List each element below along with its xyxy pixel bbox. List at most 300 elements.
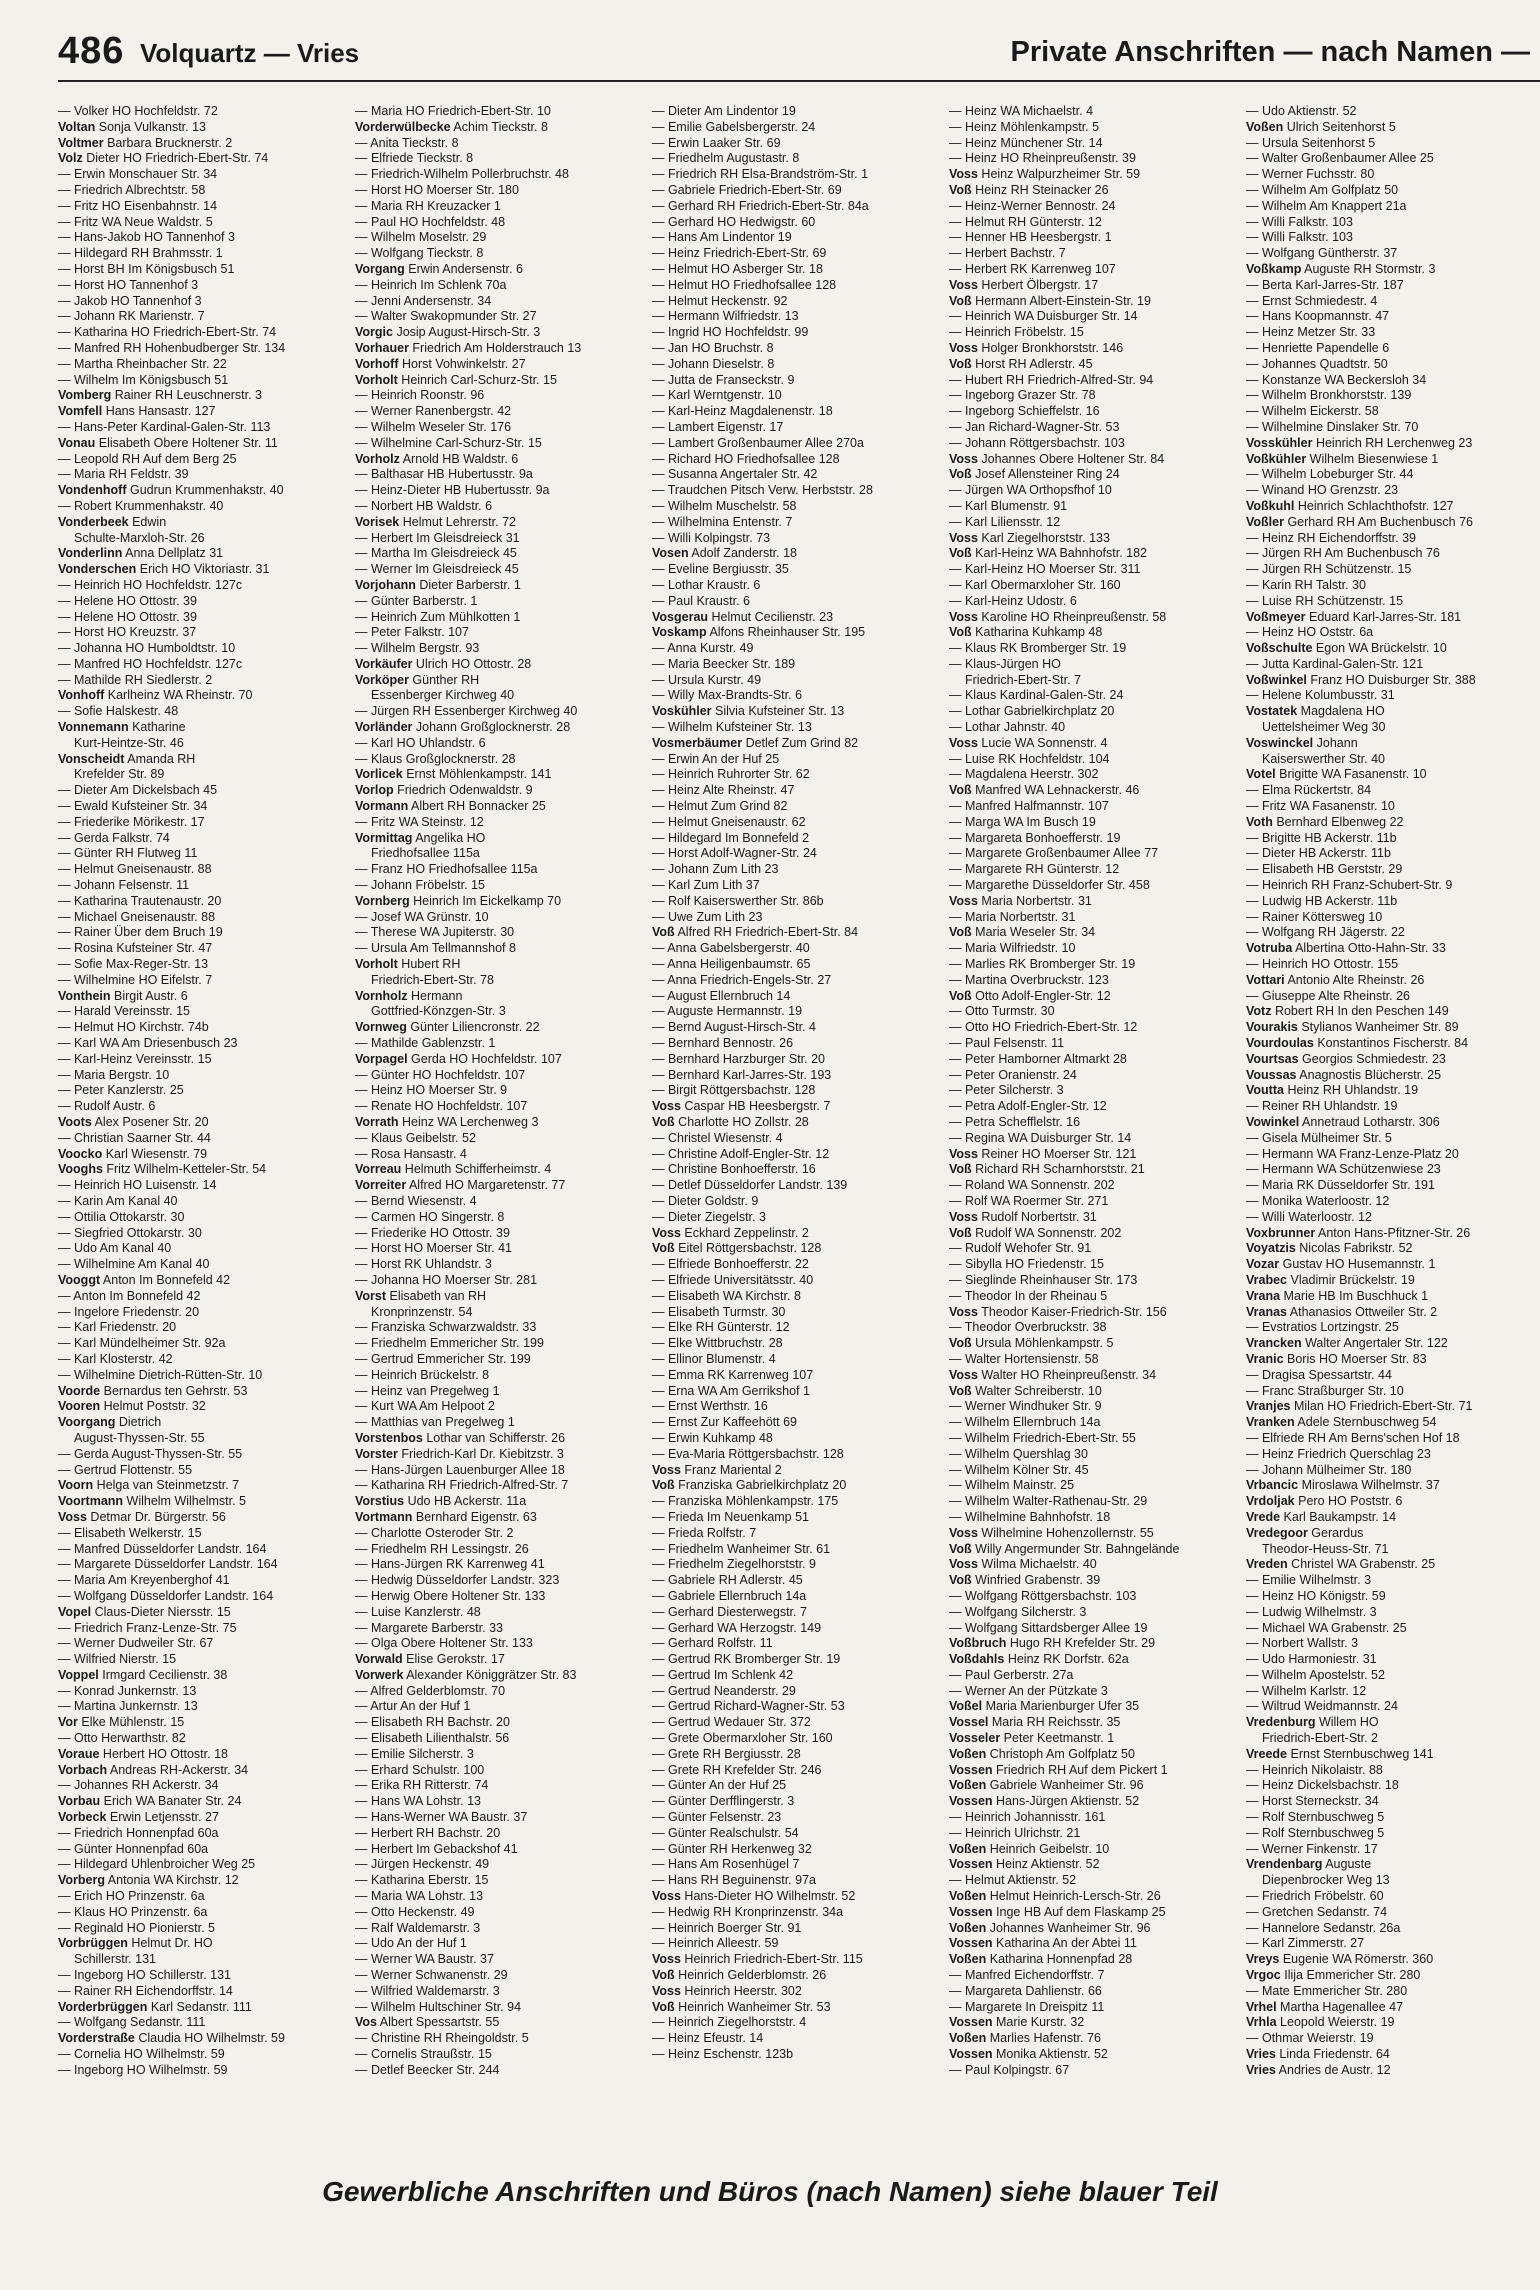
directory-entry: — Dieter Ziegelstr. 3 — [652, 1209, 766, 1224]
directory-entry: — Gertrud Richard-Wagner-Str. 53 — [652, 1699, 845, 1714]
directory-entry: Voß Winfried Grabenstr. 39 — [949, 1573, 1101, 1588]
directory-entry: Vourdoulas Konstantinos Fischerstr. 84 — [1246, 1036, 1469, 1051]
directory-entry: Vorreau Helmuth Schifferheimstr. 4 — [355, 1162, 552, 1177]
directory-entry: — Wiltrud Weidmannstr. 24 — [1246, 1699, 1398, 1714]
directory-entry: — Gertrud Neanderstr. 29 — [652, 1683, 796, 1698]
directory-entry: — Hans RH Beguinenstr. 97a — [652, 1873, 816, 1888]
directory-entry: — Johann RK Marienstr. 7 — [58, 309, 205, 324]
directory-entry: — Karl Zum Lith 37 — [652, 878, 760, 893]
directory-entry: — Otto HO Friedrich-Ebert-Str. 12 — [949, 1020, 1138, 1035]
directory-entry: Vomberg Rainer RH Leuschnerstr. 3 — [58, 388, 263, 403]
directory-entry: — Heinz HO Rheinpreußenstr. 39 — [949, 151, 1136, 166]
entry-surname: Voß — [949, 783, 972, 798]
entry-surname: Voß — [949, 625, 972, 640]
directory-entry: — Helmut Gneisenaustr. 88 — [58, 862, 212, 877]
directory-entry: — Eva-Maria Röttgersbachstr. 128 — [652, 1446, 844, 1461]
directory-entry: — Wolfgang Silcherstr. 3 — [949, 1604, 1087, 1619]
entry-surname: Voutta — [1246, 1083, 1284, 1098]
entry-surname: Voß — [949, 988, 972, 1003]
directory-entry: Vonderlinn Anna Dellplatz 31 — [58, 546, 224, 561]
directory-entry: Voss Hans-Dieter HO Wilhelmstr. 52 — [652, 1889, 856, 1904]
directory-entry: Vosskühler Heinrich RH Lerchenweg 23 — [1246, 435, 1473, 450]
entry-surname: Vorwerk — [355, 1667, 404, 1682]
directory-entry: — Wolfgang Düsseldorfer Landstr. 164 — [58, 1588, 274, 1603]
entry-surname: Vossen — [949, 2015, 993, 2030]
directory-entry: Vourakis Stylianos Wanheimer Str. 89 — [1246, 1020, 1459, 1035]
entry-surname: Vorstius — [355, 1494, 405, 1509]
directory-entry: — Johannes RH Ackerstr. 34 — [58, 1778, 219, 1793]
directory-entry: — Evstratios Lortzingstr. 25 — [1246, 1320, 1399, 1335]
directory-entry: — Margarete Barberstr. 33 — [355, 1620, 503, 1635]
directory-entry: — Reginald HO Pionierstr. 5 — [58, 1920, 216, 1935]
directory-entry: — Theodor In der Rheinau 5 — [949, 1288, 1108, 1303]
entry-surname: Vornweg — [355, 1020, 407, 1035]
entry-surname: Voskamp — [652, 625, 707, 640]
footer-note: Gewerbliche Anschriften und Büros (nach Namen) siehe blauer Teil — [322, 2176, 1218, 2207]
directory-entry: — Hermann WA Schützenwiese 23 — [1246, 1162, 1441, 1177]
directory-entry: — Cornelia HO Wilhelmstr. 59 — [58, 2047, 225, 2062]
directory-entry: — Bernhard Karl-Jarres-Str. 193 — [652, 1067, 832, 1082]
directory-entry: Voth Bernhard Elbenweg 22 — [1246, 814, 1404, 829]
directory-column-4 — [949, 104, 1235, 2154]
directory-entry: Vrhel Martha Hagenallee 47 — [1246, 1999, 1404, 2014]
directory-entry: Vreede Ernst Sternbuschweg 141 — [1246, 1746, 1434, 1761]
directory-entry: — Horst Adolf-Wagner-Str. 24 — [652, 846, 817, 861]
directory-entry: — Sibylla HO Friedenstr. 15 — [949, 1257, 1104, 1272]
directory-entry: Vrana Marie HB Im Buschhuck 1 — [1246, 1288, 1429, 1303]
entry-surname: Vormann — [355, 799, 409, 814]
directory-entry: — Horst HO Tannenhof 3 — [58, 277, 199, 292]
directory-entry: Voxbrunner Anton Hans-Pfitzner-Str. 26 — [1246, 1225, 1471, 1240]
directory-entry: Vossel Maria RH Reichsstr. 35 — [949, 1715, 1121, 1730]
directory-entry: Voßen Christoph Am Golfplatz 50 — [949, 1746, 1135, 1761]
directory-entry: Voß Karl-Heinz WA Bahnhofstr. 182 — [949, 546, 1148, 561]
directory-entry: — Bernd Wiesenstr. 4 — [355, 1193, 477, 1208]
directory-entry: — Heinz Friedrich-Ebert-Str. 69 — [652, 246, 827, 261]
directory-entry: — Rolf Sternbuschweg 5 — [1246, 1810, 1385, 1825]
directory-entry: Vooggt Anton Im Bonnefeld 42 — [58, 1272, 231, 1287]
directory-entry: — Lambert Eigenstr. 17 — [652, 419, 784, 434]
directory-entry: — Robert Krummenhakstr. 40 — [58, 498, 224, 513]
entry-surname: Vowinkel — [1246, 1115, 1300, 1129]
directory-entry: — Wilhelm Hultschiner Str. 94 — [355, 1999, 522, 2014]
directory-entry: — Elfriede Bonhoefferstr. 22 — [652, 1257, 809, 1272]
entry-surname: Voß — [652, 1999, 675, 2014]
directory-entry: — Kurt WA Am Helpoot 2 — [355, 1399, 495, 1414]
entry-surname: Vorländer — [355, 720, 413, 735]
directory-entry: Friedrich-Ebert-Str. 78 — [371, 972, 494, 987]
directory-entry: — Gertrud Im Schlenk 42 — [652, 1667, 794, 1682]
entry-surname: Vorbrüggen — [58, 1936, 128, 1951]
directory-entry: — Maria Am Kreyenberghof 41 — [58, 1573, 230, 1588]
directory-entry: — Elfriede Tieckstr. 8 — [355, 151, 474, 166]
directory-entry: Voss Lucie WA Sonnenstr. 4 — [949, 735, 1108, 750]
directory-entry: Voß Heinrich Gelderblomstr. 26 — [652, 1968, 827, 1983]
entry-surname: Vorbach — [58, 1762, 108, 1777]
directory-entry: — Johanna HO Moerser Str. 281 — [355, 1272, 538, 1287]
directory-entry: Voßkühler Wilhelm Biesenwiese 1 — [1246, 451, 1439, 466]
directory-entry: — Norbert HB Waldstr. 6 — [355, 498, 493, 513]
directory-entry: — Werner Im Gleisdreieck 45 — [355, 562, 519, 577]
entry-surname: Voraue — [58, 1746, 100, 1761]
directory-entry: — Maria Bergstr. 10 — [58, 1067, 170, 1082]
entry-surname: Vorst — [355, 1288, 387, 1303]
directory-entry: — Matthias van Pregelweg 1 — [355, 1415, 515, 1430]
directory-entry: — Michael Gneisenaustr. 88 — [58, 909, 216, 924]
directory-entry: — Margareta Dahlienstr. 66 — [949, 1983, 1102, 1998]
directory-entry: — Emilie Silcherstr. 3 — [355, 1746, 474, 1761]
directory-entry: — Hildegard RH Brahmsstr. 1 — [58, 246, 223, 261]
directory-entry: — Heinz HO Oststr. 6a — [1246, 625, 1374, 640]
directory-entry: — Maria Wilfriedstr. 10 — [949, 941, 1076, 956]
directory-entry: Kronprinzenstr. 54 — [371, 1304, 473, 1319]
directory-entry: — Rainer Über dem Bruch 19 — [58, 925, 223, 940]
directory-entry: — Erhard Schulstr. 100 — [355, 1762, 485, 1777]
directory-entry: — Franziska Schwarzwaldstr. 33 — [355, 1320, 537, 1335]
directory-entry: — Hans-Jürgen RK Karrenweg 41 — [355, 1557, 545, 1572]
entry-surname: Vormittag — [355, 830, 413, 845]
directory-entry: — Udo An der Huf 1 — [355, 1936, 467, 1951]
directory-entry: — Ewald Kufsteiner Str. 34 — [58, 799, 208, 814]
directory-entry: Vosseler Peter Keetmanstr. 1 — [949, 1731, 1115, 1746]
directory-entry: — Rudolf Wehofer Str. 91 — [949, 1241, 1092, 1256]
directory-entry: Vossen Marie Kurstr. 32 — [949, 2015, 1085, 2030]
entry-surname: Vosskühler — [1246, 435, 1313, 450]
directory-entry: — Martina Junkernstr. 13 — [58, 1699, 198, 1714]
entry-surname: Vossen — [949, 1904, 993, 1919]
entry-surname: Voyatzis — [1246, 1241, 1296, 1256]
directory-entry: — Heinz HO Königstr. 59 — [1246, 1588, 1386, 1603]
directory-entry: — Hedwig RH Kronprinzenstr. 34a — [652, 1904, 844, 1919]
entry-surname: Voppel — [58, 1667, 99, 1682]
directory-entry: — Gertrud RK Bromberger Str. 19 — [652, 1652, 841, 1667]
directory-entry: — Karl Blumenstr. 91 — [949, 498, 1068, 513]
directory-entry: — Peter Hamborner Altmarkt 28 — [949, 1051, 1127, 1066]
directory-entry: Voyatzis Nicolas Fabrikstr. 52 — [1246, 1241, 1413, 1256]
directory-entry: — Othmar Weierstr. 19 — [1246, 2031, 1374, 2046]
entry-surname: Voß — [949, 1225, 972, 1240]
directory-entry: Voß Hermann Albert-Einstein-Str. 19 — [949, 293, 1151, 308]
directory-entry: — Anna Kurstr. 49 — [652, 641, 754, 656]
directory-entry: — Jürgen RH Schützenstr. 15 — [1246, 562, 1412, 577]
entry-surname: Voltan — [58, 119, 96, 134]
directory-entry: — Magdalena Heerstr. 302 — [949, 767, 1099, 782]
entry-surname: Voßmeyer — [1246, 609, 1306, 624]
directory-entry: Voss Maria Norbertstr. 31 — [949, 893, 1092, 908]
directory-entry: — Gerhard WA Herzogstr. 149 — [652, 1620, 822, 1635]
entry-surname: Votel — [1246, 767, 1276, 782]
directory-entry: Volz Dieter HO Friedrich-Ebert-Str. 74 — [58, 151, 269, 166]
directory-entry: — Auguste Hermannstr. 19 — [652, 1004, 803, 1019]
entry-surname: Vrana — [1246, 1288, 1281, 1303]
entry-surname: Voßen — [949, 2031, 987, 2046]
directory-entry: — Fritz HO Eisenbahnstr. 14 — [58, 198, 218, 213]
directory-entry: — Heinz Dickelsbachstr. 18 — [1246, 1778, 1399, 1793]
directory-entry: Krefelder Str. 89 — [74, 767, 165, 782]
directory-entry: — Mate Emmericher Str. 280 — [1246, 1983, 1408, 1998]
directory-entry: — Lothar Jahnstr. 40 — [949, 720, 1066, 735]
directory-entry: — Elisabeth WA Kirchstr. 8 — [652, 1288, 801, 1303]
directory-entry: Voß Alfred RH Friedrich-Ebert-Str. 84 — [652, 925, 859, 940]
directory-entry: — Margarete Großenbaumer Allee 77 — [949, 846, 1159, 861]
directory-entry: Voss Johannes Obere Holtener Str. 84 — [949, 451, 1165, 466]
directory-entry: Voßen Gabriele Wanheimer Str. 96 — [949, 1778, 1144, 1793]
directory-entry: Voppel Irmgard Cecilienstr. 38 — [58, 1667, 228, 1682]
directory-entry: — Katharina HO Friedrich-Ebert-Str. 74 — [58, 325, 277, 340]
entry-surname: Voss — [949, 1209, 978, 1224]
directory-entry: — Konstanze WA Beckersloh 34 — [1246, 372, 1427, 387]
entry-surname: Vredegoor — [1246, 1525, 1308, 1540]
directory-entry: Vonscheidt Amanda RH — [58, 751, 196, 766]
directory-entry: — Rosa Hansastr. 4 — [355, 1146, 467, 1161]
entry-surname: Voß — [949, 467, 972, 482]
directory-entry: Vrendenbarg Auguste — [1246, 1857, 1372, 1872]
entry-surname: Vranic — [1246, 1351, 1284, 1366]
directory-entry: — Herbert RK Karrenweg 107 — [949, 261, 1116, 276]
directory-entry: — Otto Herwarthstr. 82 — [58, 1731, 186, 1746]
directory-entry: — Helene Kolumbusstr. 31 — [1246, 688, 1395, 703]
directory-entry: — Rosina Kufsteiner Str. 47 — [58, 941, 213, 956]
entry-surname: Vosgerau — [652, 609, 709, 624]
directory-entry: Vorderstraße Claudia HO Wilhelmstr. 59 — [58, 2031, 285, 2046]
directory-entry: — Maria RH Feldstr. 39 — [58, 467, 189, 482]
directory-entry: — Maria RK Düsseldorfer Str. 191 — [1246, 1178, 1435, 1193]
entry-surname: Voß — [949, 1383, 972, 1398]
directory-entry: — Friedrich RH Elsa-Brandström-Str. 1 — [652, 167, 869, 182]
directory-entry: — Horst BH Im Königsbusch 51 — [58, 261, 235, 276]
directory-entry: — Karl Obermarxloher Str. 160 — [949, 577, 1121, 592]
directory-entry: — Maria Beecker Str. 189 — [652, 656, 796, 671]
directory-entry: — Dieter Am Lindentor 19 — [652, 104, 796, 118]
directory-entry: — Jürgen Heckenstr. 49 — [355, 1857, 490, 1872]
directory-entry: — Richard HO Friedhofsallee 128 — [652, 451, 840, 466]
directory-entry: — Detlef Düsseldorfer Landstr. 139 — [652, 1178, 848, 1193]
directory-entry: — Wilhelm Walter-Rathenau-Str. 29 — [949, 1494, 1148, 1509]
directory-entry: — Helmut Heckenstr. 92 — [652, 293, 788, 308]
directory-entry: Schulte-Marxloh-Str. 26 — [74, 530, 205, 545]
entry-surname: Vourakis — [1246, 1020, 1298, 1035]
directory-entry: — Horst Sterneckstr. 34 — [1246, 1794, 1379, 1809]
directory-entry: Vonnemann Katharine — [58, 720, 186, 735]
entry-surname: Vorhoff — [355, 356, 399, 371]
directory-entry: — Petra Adolf-Engler-Str. 12 — [949, 1099, 1107, 1114]
directory-entry: Vorjohann Dieter Barberstr. 1 — [355, 577, 521, 592]
directory-entry: — Ingeborg Grazer Str. 78 — [949, 388, 1096, 403]
directory-entry: — Erna WA Am Gerrikshof 1 — [652, 1383, 810, 1398]
directory-entry: — Johann Felsenstr. 11 — [58, 878, 190, 893]
entry-surname: Votz — [1246, 1004, 1272, 1019]
entry-surname: Voßen — [949, 1889, 987, 1904]
entry-surname: Vopel — [58, 1604, 92, 1619]
directory-entry: — Balthasar HB Hubertusstr. 9a — [355, 467, 533, 482]
directory-entry: — Henriette Papendelle 6 — [1246, 340, 1390, 355]
directory-entry: — Gerhard Diesterwegstr. 7 — [652, 1604, 807, 1619]
entry-surname: Vondenhoff — [58, 483, 127, 498]
directory-entry: Voss Walter HO Rheinpreußenstr. 34 — [949, 1367, 1157, 1382]
directory-entry: — Karl-Heinz Magdalenenstr. 18 — [652, 404, 833, 419]
directory-entry: Voßen Helmut Heinrich-Lersch-Str. 26 — [949, 1889, 1161, 1904]
directory-entry: — Gerda August-Thyssen-Str. 55 — [58, 1446, 243, 1461]
directory-entry: — Erwin Kuhkamp 48 — [652, 1430, 773, 1445]
directory-entry: — Heinrich Alleestr. 59 — [652, 1936, 779, 1951]
entry-surname: Voßdahls — [949, 1652, 1005, 1667]
directory-entry: — Wilhelm Ellernbruch 14a — [949, 1415, 1101, 1430]
directory-entry: Vonderbeek Edwin — [58, 514, 167, 529]
directory-entry: — Werner WA Baustr. 37 — [355, 1952, 494, 1967]
directory-entry: Vorderbrüggen Karl Sedanstr. 111 — [58, 1999, 252, 2014]
entry-surname: Voorn — [58, 1478, 94, 1493]
directory-entry: — Hans Am Rosenhügel 7 — [652, 1857, 800, 1872]
directory-entry: — Gertrud Flottenstr. 55 — [58, 1462, 193, 1477]
directory-entry: — Helmut HO Asberger Str. 18 — [652, 261, 823, 276]
directory-entry: — Heinrich Nikolaistr. 88 — [1246, 1762, 1383, 1777]
entry-surname: Voltmer — [58, 135, 104, 150]
entry-surname: Vorholt — [355, 957, 398, 972]
directory-entry: — Johann Zum Lith 23 — [652, 862, 779, 877]
entry-surname: Voss — [949, 451, 978, 466]
directory-entry: — Friederike HO Ottostr. 39 — [355, 1225, 510, 1240]
directory-entry: — Bernhard Harzburger Str. 20 — [652, 1051, 825, 1066]
directory-entry: — Marlies RK Bromberger Str. 19 — [949, 957, 1136, 972]
directory-entry: Voß Rudolf WA Sonnenstr. 202 — [949, 1225, 1122, 1240]
directory-entry: — Jan Richard-Wagner-Str. 53 — [949, 419, 1120, 434]
directory-entry: Voß Heinz RH Steinacker 26 — [949, 182, 1109, 197]
directory-entry: Vries Andries de Austr. 12 — [1246, 2062, 1391, 2077]
directory-entry: — Wilhelm Im Königsbusch 51 — [58, 372, 229, 387]
directory-entry: — Elisabeth RH Bachstr. 20 — [355, 1715, 510, 1730]
directory-entry: — Herbert Im Gebackshof 41 — [355, 1841, 518, 1856]
directory-entry: — Peter Kanzlerstr. 25 — [58, 1083, 184, 1098]
directory-entry: — Berta Karl-Jarres-Str. 187 — [1246, 277, 1404, 292]
directory-entry: — Grete RH Krefelder Str. 246 — [652, 1762, 822, 1777]
entry-surname: Vonhoff — [58, 688, 105, 703]
directory-entry: Vorbau Erich WA Banater Str. 24 — [58, 1794, 242, 1809]
directory-entry: — Carmen HO Singerstr. 8 — [355, 1209, 505, 1224]
directory-entry: Voss Rudolf Norbertstr. 31 — [949, 1209, 1097, 1224]
directory-entry: Diepenbrocker Weg 13 — [1262, 1873, 1390, 1888]
directory-entry: — Charlotte Osteroder Str. 2 — [355, 1525, 514, 1540]
directory-entry: Voutta Heinz RH Uhlandstr. 19 — [1246, 1083, 1419, 1098]
entry-surname: Vorlicek — [355, 767, 403, 782]
directory-entry: Voßel Maria Marienburger Ufer 35 — [949, 1699, 1140, 1714]
directory-entry: Voss Karoline HO Rheinpreußenstr. 58 — [949, 609, 1167, 624]
entry-surname: Vosmerbäumer — [652, 735, 743, 750]
directory-entry: — Christine Adolf-Engler-Str. 12 — [652, 1146, 830, 1161]
directory-entry: Voßen Ulrich Seitenhorst 5 — [1246, 119, 1396, 134]
entry-surname: Voßen — [949, 1920, 987, 1935]
entry-surname: Voss — [652, 1889, 681, 1904]
directory-entry: — Wilhelm Am Knappert 21a — [1246, 198, 1407, 213]
entry-surname: Vooggt — [58, 1272, 101, 1287]
entry-surname: Vortmann — [355, 1509, 413, 1524]
directory-entry: Vonderschen Erich HO Viktoriastr. 31 — [58, 562, 270, 577]
directory-entry: Voß Richard RH Scharnhorststr. 21 — [949, 1162, 1145, 1177]
directory-entry: — Heinrich WA Duisburger Str. 14 — [949, 309, 1138, 324]
directory-entry: — Manfred Eichendorffstr. 7 — [949, 1968, 1105, 1983]
directory-entry: — Heinz Eschenstr. 123b — [652, 2047, 794, 2062]
directory-entry: — Erich HO Prinzenstr. 6a — [58, 1889, 205, 1904]
directory-entry: — Anna Friedrich-Engels-Str. 27 — [652, 972, 832, 987]
entry-surname: Voßkamp — [1246, 261, 1302, 276]
directory-entry: Vornweg Günter Liliencronstr. 22 — [355, 1020, 540, 1035]
directory-entry: — Katharina Eberstr. 15 — [355, 1873, 489, 1888]
directory-entry: — Günter An der Huf 25 — [652, 1778, 787, 1793]
directory-entry: Vorlop Friedrich Odenwaldstr. 9 — [355, 783, 533, 798]
directory-entry: Vornholz Hermann — [355, 988, 463, 1003]
directory-entry: — Traudchen Pitsch Verw. Herbststr. 28 — [652, 483, 873, 498]
entry-surname: Voss — [652, 1462, 681, 1477]
directory-entry: — Jürgen RH Essenberger Kirchweg 40 — [355, 704, 578, 719]
directory-entry: — Wolfgang Sedanstr. 111 — [58, 2015, 206, 2030]
directory-entry: — Karin Am Kanal 40 — [58, 1193, 178, 1208]
directory-entry: — Gertrud Emmericher Str. 199 — [355, 1351, 531, 1366]
directory-entry: Schillerstr. 131 — [74, 1952, 156, 1967]
entry-surname: Vorderstraße — [58, 2031, 135, 2046]
directory-entry: — Wilhelmine Carl-Schurz-Str. 15 — [355, 435, 542, 450]
directory-entry: — Jürgen WA Orthopsfhof 10 — [949, 483, 1112, 498]
directory-entry: — Manfred Düsseldorfer Landstr. 164 — [58, 1541, 267, 1556]
directory-entry: — Werner Fuchsstr. 80 — [1246, 167, 1375, 182]
directory-entry: Voocko Karl Wiesenstr. 79 — [58, 1146, 208, 1161]
directory-entry: — Elfriede RH Am Berns'schen Hof 18 — [1246, 1430, 1460, 1445]
entry-surname: Voß — [949, 1336, 972, 1351]
directory-entry: — Hans-Jakob HO Tannenhof 3 — [58, 230, 235, 245]
directory-entry: — Udo Harmoniestr. 31 — [1246, 1652, 1377, 1667]
directory-entry: Voorn Helga van Steinmetzstr. 7 — [58, 1478, 240, 1493]
directory-entry: — Emilie Gabelsbergerstr. 24 — [652, 119, 816, 134]
directory-entry: Vorköper Günther RH — [355, 672, 480, 687]
directory-entry: — Werner Dudweiler Str. 67 — [58, 1636, 214, 1651]
directory-entry: — Hildegard Uhlenbroicher Weg 25 — [58, 1857, 256, 1872]
directory-entry: Voßmeyer Eduard Karl-Jarres-Str. 181 — [1246, 609, 1462, 624]
directory-entry: — Wilhelm Mainstr. 25 — [949, 1478, 1075, 1493]
directory-entry: — Herbert Im Gleisdreieck 31 — [355, 530, 520, 545]
directory-entry: — Friedhelm Wanheimer Str. 61 — [652, 1541, 831, 1556]
entry-surname: Voocko — [58, 1146, 103, 1161]
directory-entry: Voßkamp Auguste RH Stormstr. 3 — [1246, 261, 1436, 276]
directory-entry: Vourtsas Georgios Schmiedestr. 23 — [1246, 1051, 1446, 1066]
directory-entry: Vorhoff Horst Vohwinkelstr. 27 — [355, 356, 526, 371]
directory-entry: — Alfred Gelderblomstr. 70 — [355, 1683, 506, 1698]
directory-entry: — Klaus HO Prinzenstr. 6a — [58, 1904, 208, 1919]
directory-entry: — Heinz Alte Rheinstr. 47 — [652, 783, 795, 798]
directory-entry: Vorbrüggen Helmut Dr. HO — [58, 1936, 213, 1951]
directory-entry: Voltmer Barbara Brucknerstr. 2 — [58, 135, 233, 150]
directory-entry: — Heinz-Werner Bennostr. 24 — [949, 198, 1116, 213]
directory-entry: — Wilhelm Weseler Str. 176 — [355, 419, 512, 434]
directory-entry: Voßen Heinrich Geibelstr. 10 — [949, 1841, 1110, 1856]
directory-entry: — Emilie Wilhelmstr. 3 — [1246, 1573, 1372, 1588]
directory-entry: Vopel Claus-Dieter Niersstr. 15 — [58, 1604, 231, 1619]
entry-surname: Vonau — [58, 435, 96, 450]
directory-entry: — Peter Silcherstr. 3 — [949, 1083, 1064, 1098]
directory-entry: Friedrich-Ebert-Str. 2 — [1262, 1731, 1379, 1746]
directory-entry: Voss Reiner HO Moerser Str. 121 — [949, 1146, 1137, 1161]
directory-entry: — Elisabeth Welkerstr. 15 — [58, 1525, 202, 1540]
entry-surname: Vrancken — [1246, 1336, 1302, 1351]
directory-entry: — Gabriele RH Adlerstr. 45 — [652, 1573, 803, 1588]
entry-surname: Voss — [949, 277, 978, 292]
entry-surname: Voss — [949, 1367, 978, 1382]
entry-surname: Vomfell — [58, 404, 103, 419]
directory-entry: Voraue Herbert HO Ottostr. 18 — [58, 1746, 228, 1761]
directory-entry: — Friedrich Albrechtstr. 58 — [58, 182, 206, 197]
entry-surname: Volz — [58, 151, 83, 166]
entry-surname: Vossen — [949, 1936, 993, 1951]
directory-entry: Voss Franz Mariental 2 — [652, 1462, 782, 1477]
name-range: Volquartz — Vries — [140, 38, 360, 68]
entry-surname: Vorholt — [355, 372, 398, 387]
